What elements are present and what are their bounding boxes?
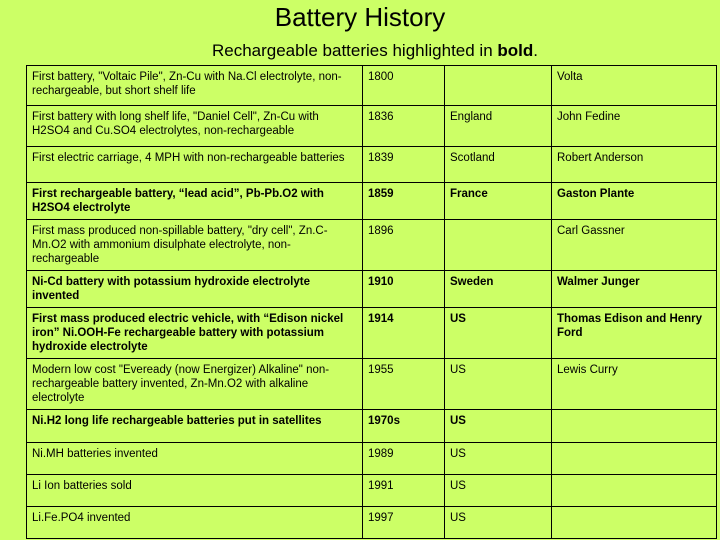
- person-cell: Carl Gassner: [552, 220, 717, 271]
- year-cell: 1991: [363, 475, 445, 507]
- table-row: [27, 106, 717, 147]
- person-cell: [552, 410, 717, 443]
- table-row: [27, 507, 717, 539]
- year-cell: 1839: [363, 147, 445, 183]
- table-row: [27, 183, 717, 220]
- person-cell: Gaston Plante: [552, 183, 717, 220]
- event-cell: Ni-Cd battery with potassium hydroxide electrolyte invented: [27, 271, 363, 308]
- subtitle-suffix: .: [533, 41, 539, 60]
- country-cell: [445, 66, 552, 106]
- table-row: [27, 359, 717, 410]
- event-cell: Modern low cost "Eveready (now Energizer) Alkaline" non-rechargeable battery invented, Zn-Mn.O2 with alkaline electrolyte: [27, 359, 363, 410]
- event-cell: First battery with long shelf life, "Daniel Cell", Zn-Cu with H2SO4 and Cu.SO4 electrolytes, non-rechargeable: [27, 106, 363, 147]
- table-row: [27, 410, 717, 443]
- country-cell: US: [445, 443, 552, 475]
- event-cell: Li.Fe.PO4 invented: [27, 507, 363, 539]
- subtitle-bold-word: bold: [497, 41, 534, 60]
- event-cell: First mass produced electric vehicle, with “Edison nickel iron” Ni.OOH-Fe rechargeable battery with potassium hydroxide electrolyte: [27, 308, 363, 359]
- event-cell: Ni.H2 long life rechargeable batteries put in satellites: [27, 410, 363, 443]
- country-cell: [445, 220, 552, 271]
- person-cell: [552, 475, 717, 507]
- table-row: [27, 308, 717, 359]
- subtitle-prefix: Rechargeable batteries highlighted in: [211, 41, 498, 60]
- person-cell: [552, 443, 717, 475]
- year-cell: 1896: [363, 220, 445, 271]
- person-cell: Walmer Junger: [552, 271, 717, 308]
- year-cell: 1910: [363, 271, 445, 308]
- country-cell: England: [445, 106, 552, 147]
- person-cell: Volta: [552, 66, 717, 106]
- person-cell: Robert Anderson: [552, 147, 717, 183]
- year-cell: 1914: [363, 308, 445, 359]
- table-row: [27, 271, 717, 308]
- event-cell: First rechargeable battery, “lead acid”, Pb-Pb.O2 with H2SO4 electrolyte: [27, 183, 363, 220]
- year-cell: 1955: [363, 359, 445, 410]
- country-cell: US: [445, 507, 552, 539]
- person-cell: Lewis Curry: [552, 359, 717, 410]
- page-subtitle: [0, 41, 720, 61]
- table-row: [27, 66, 717, 106]
- year-cell: 1859: [363, 183, 445, 220]
- event-cell: Ni.MH batteries invented: [27, 443, 363, 475]
- year-cell: 1997: [363, 507, 445, 539]
- country-cell: US: [445, 359, 552, 410]
- year-cell: 1970s: [363, 410, 445, 443]
- event-cell: Li Ion batteries sold: [27, 475, 363, 507]
- country-cell: US: [445, 410, 552, 443]
- event-cell: First mass produced non-spillable battery, "dry cell", Zn.C-Mn.O2 with ammonium disulphate electrolyte, non-rechargeable: [27, 220, 363, 271]
- year-cell: 1989: [363, 443, 445, 475]
- table-row: [27, 475, 717, 507]
- country-cell: US: [445, 475, 552, 507]
- table-row: [27, 443, 717, 475]
- event-cell: First battery, "Voltaic Pile", Zn-Cu with Na.Cl electrolyte, non-rechargeable, but short shelf life: [27, 66, 363, 106]
- year-cell: 1836: [363, 106, 445, 147]
- battery-history-table: [26, 65, 717, 539]
- person-cell: John Fedine: [552, 106, 717, 147]
- country-cell: US: [445, 308, 552, 359]
- table-row: [27, 220, 717, 271]
- person-cell: [552, 507, 717, 539]
- page-title: Battery History: [274, 2, 446, 32]
- year-cell: 1800: [363, 66, 445, 106]
- country-cell: Scotland: [445, 147, 552, 183]
- event-cell: First electric carriage, 4 MPH with non-rechargeable batteries: [27, 147, 363, 183]
- person-cell: Thomas Edison and Henry Ford: [552, 308, 717, 359]
- table-row: [27, 147, 717, 183]
- country-cell: France: [445, 183, 552, 220]
- country-cell: Sweden: [445, 271, 552, 308]
